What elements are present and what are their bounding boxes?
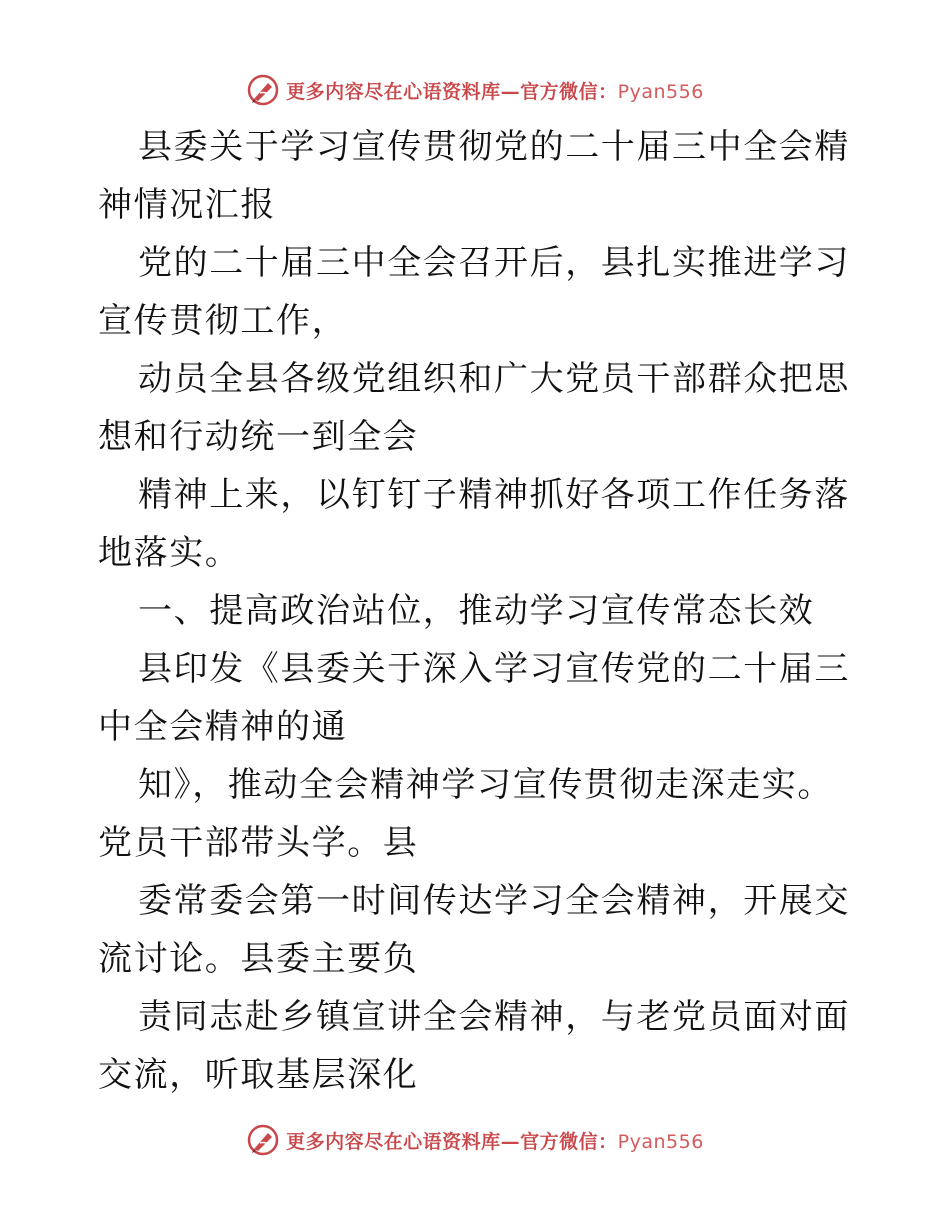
wechat-id: Pyan556 [617,80,704,103]
paragraph: 县印发《县委关于深入学习宣传党的二十届三中全会精神的通 [98,649,850,747]
paragraph: 责同志赴乡镇宣讲全会精神，与老党员面对面交流，听取基层深化 [98,997,850,1095]
paragraph: 动员全县各级党组织和广大党员干部群众把思想和行动统一到全会 [98,359,850,457]
paragraph: 知》，推动全会精神学习宣传贯彻走深走实。党员干部带头学。县 [98,765,833,863]
watermark-text: 更多内容尽在心语资料库—官方微信：Pyan556 [286,1130,704,1153]
paragraph: 精神上来，以钉钉子精神抓好各项工作任务落地落实。 [98,475,850,573]
wechat-id: Pyan556 [617,1130,704,1153]
document-body [98,118,858,1104]
watermark-text: 更多内容尽在心语资料库—官方微信：Pyan556 [286,80,704,103]
paragraph: 委常委会第一时间传达学习全会精神，开展交流讨论。县委主要负 [98,881,850,979]
document-title: 县委关于学习宣传贯彻党的二十届三中全会精神情况汇报 [98,127,850,225]
header-watermark [0,70,950,110]
paragraph: 党的二十届三中全会召开后，县扎实推进学习宣传贯彻工作， [98,243,850,341]
section-heading: 一、提高政治站位，推动学习宣传常态长效 [138,591,815,631]
footer-watermark [0,1120,950,1160]
pen-logo-icon [246,1123,280,1157]
pen-logo-icon [246,73,280,107]
